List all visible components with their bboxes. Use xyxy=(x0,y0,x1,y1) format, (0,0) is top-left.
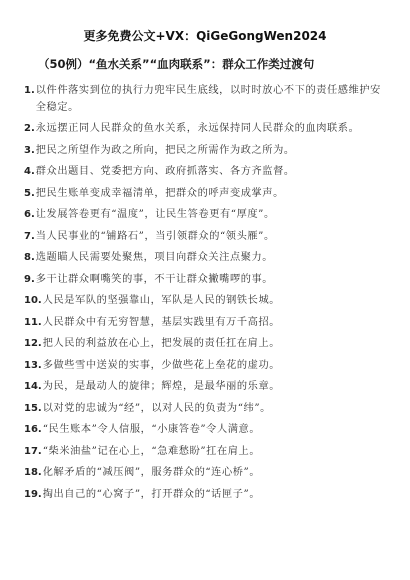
item-text: 多做些雪中送炭的实事，少做些花上垒花的虚功。 xyxy=(42,359,281,371)
list-item xyxy=(24,164,386,181)
item-list xyxy=(24,83,386,508)
list-item xyxy=(24,401,386,418)
list-item xyxy=(24,465,386,482)
item-number: 4. xyxy=(24,166,35,177)
list-item xyxy=(24,336,386,353)
item-number: 9. xyxy=(24,273,35,285)
item-number: 17. xyxy=(24,445,42,457)
item-text: 把民生账单变成幸福清单，把群众的呼声变成掌声。 xyxy=(35,187,284,199)
item-text: 为民，是最动人的旋律；辉煌，是最华丽的乐章。 xyxy=(42,381,281,392)
item-number: 7. xyxy=(24,230,35,242)
item-number: 14. xyxy=(24,381,42,392)
item-number: 16. xyxy=(24,424,42,435)
list-item xyxy=(24,83,386,116)
list-item xyxy=(24,186,386,203)
item-number: 19. xyxy=(24,488,42,500)
list-item xyxy=(24,207,386,224)
list-item xyxy=(24,293,386,310)
item-text: 永远摆正同人民群众的鱼水关系，永远保持同人民群众的血肉联系。 xyxy=(35,123,360,134)
item-text: 当人民事业的“铺路石”，当引领群众的“领头雁”。 xyxy=(35,230,275,242)
item-text: 多干让群众啊嘴笑的事，不干让群众撇嘴啰的事。 xyxy=(35,273,274,285)
document-title: （50例）“鱼水关系”“血肉联系”：群众工作类过渡句 xyxy=(38,57,315,71)
item-number: 5. xyxy=(24,187,35,199)
list-item xyxy=(24,315,386,332)
list-item xyxy=(24,358,386,375)
list-item xyxy=(24,143,386,160)
item-text: 化解矛盾的“减压阀”，服务群众的“连心桥”。 xyxy=(42,467,261,478)
list-item xyxy=(24,422,386,439)
item-text: “民生账本”令人信服，“小康答卷”令人满意。 xyxy=(42,424,261,435)
item-number: 1. xyxy=(24,85,35,96)
list-item xyxy=(24,250,386,267)
item-number: 6. xyxy=(24,209,35,220)
item-text: 以件件落实到位的执行力兜牢民生底线，以时时放心不下的责任感维护安全稳定。 xyxy=(35,85,381,113)
page-header: 更多免费公文+VX：QiGeGongWen2024 xyxy=(83,29,327,43)
item-number: 11. xyxy=(24,316,42,328)
item-number: 18. xyxy=(24,467,42,478)
item-text: 选题瞄人民需要处聚焦，项目向群众关注点聚力。 xyxy=(35,252,274,263)
list-item xyxy=(24,229,386,246)
item-text: 让发展答卷更有“温度”，让民生答卷更有“厚度”。 xyxy=(35,209,275,220)
item-text: 以对党的忠诚为“经”，以对人民的负责为“纬”。 xyxy=(42,402,271,414)
list-item xyxy=(24,379,386,396)
item-number: 8. xyxy=(24,252,35,263)
item-number: 2. xyxy=(24,123,35,134)
item-number: 10. xyxy=(24,295,42,306)
item-number: 13. xyxy=(24,359,42,371)
item-text: 人民群众中有无穷智慧，基层实践里有万千高招。 xyxy=(42,316,281,328)
list-item xyxy=(24,444,386,461)
item-text: 群众出题目、党委把方向、政府抓落实、各方齐监督。 xyxy=(35,166,295,177)
item-text: “柴米油盐”记在心上，“急难愁盼”扛在肩上。 xyxy=(42,445,261,457)
list-item xyxy=(24,121,386,138)
list-item xyxy=(24,487,386,504)
item-number: 12. xyxy=(24,338,42,349)
item-text: 把人民的利益放在心上，把发展的责任扛在肩上。 xyxy=(42,338,281,349)
item-number: 15. xyxy=(24,402,42,414)
item-number: 3. xyxy=(24,144,35,156)
item-text: 掏出自己的“心窝子”，打开群众的“话匣子”。 xyxy=(42,488,261,500)
item-text: 人民是军队的坚强靠山，军队是人民的钢铁长城。 xyxy=(42,295,281,306)
item-text: 把民之所望作为政之所向，把民之所需作为政之所为。 xyxy=(35,144,295,156)
list-item xyxy=(24,272,386,289)
